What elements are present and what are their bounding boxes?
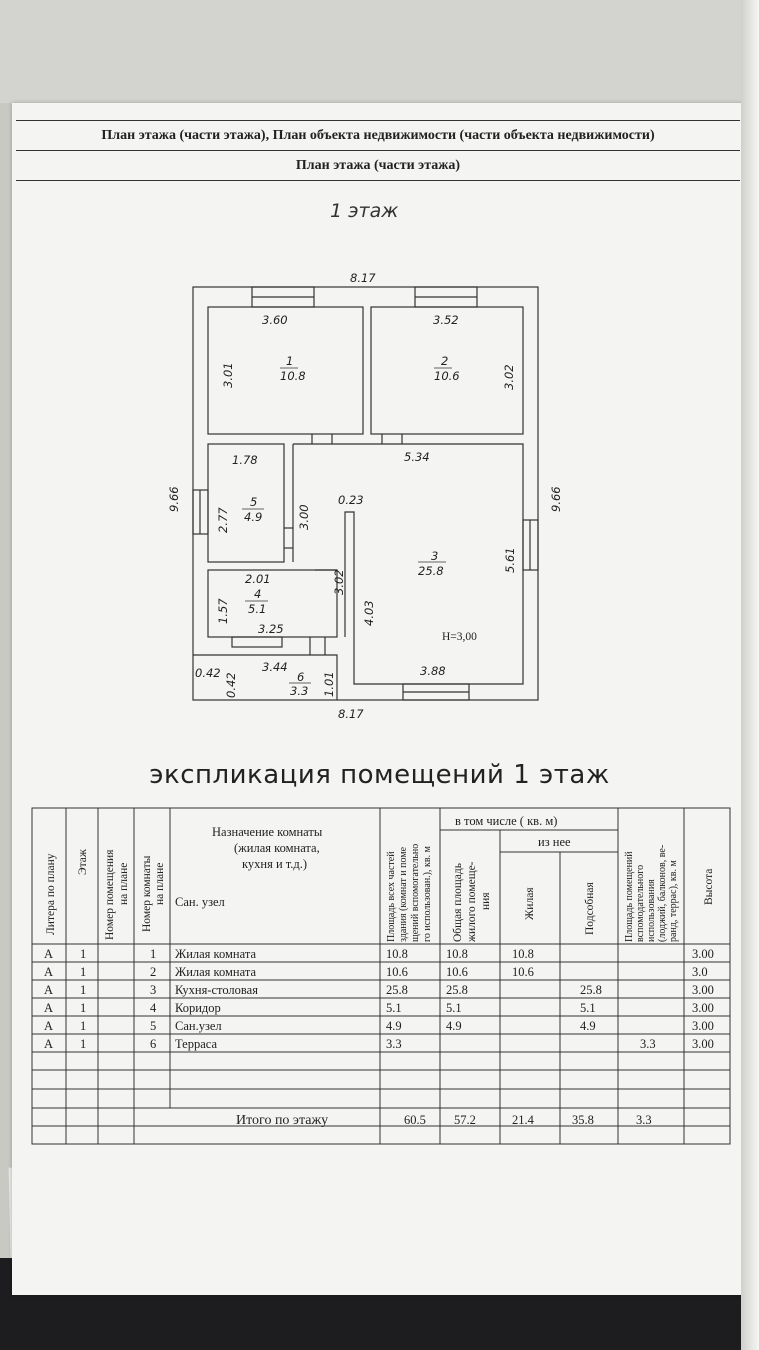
dim-r1-w: 3.60 (262, 313, 288, 327)
table-cell: 25.8 (446, 983, 468, 997)
table-cell: 10.8 (446, 947, 468, 961)
room-4-number: 4 (254, 587, 262, 601)
col-live: Жилая (524, 887, 536, 920)
table-cell: 5 (150, 1019, 157, 1033)
col-litera: Литера по плану (45, 853, 57, 935)
room-2-area: 10.6 (434, 369, 460, 383)
room-3-number: 3 (431, 549, 439, 563)
dim-r6-l1: 0.42 (195, 666, 221, 680)
room-1-number: 1 (286, 354, 294, 368)
table-cell: 1 (80, 1001, 87, 1015)
dim-r4-bw: 3.25 (258, 622, 284, 636)
col-aux-use-2: вспомодательного (635, 864, 646, 942)
table-cell: Терраса (175, 1037, 218, 1051)
dim-r4-h: 1.57 (216, 598, 230, 624)
table-cell: 3.00 (692, 1001, 714, 1015)
col-purpose-3: кухня и т.д.) (242, 857, 308, 871)
table-cell: 25.8 (386, 983, 408, 997)
col-aux: Подсобная (584, 882, 596, 935)
table-cell: 2 (150, 965, 157, 979)
col-height: Высота (703, 868, 715, 905)
col-floor: Этаж (77, 849, 89, 875)
table-cell: Сан.узел (175, 1019, 222, 1033)
table-cell: А (44, 965, 54, 979)
dim-r1-h: 3.01 (221, 362, 235, 388)
table-cell: 3.00 (692, 947, 714, 961)
table-cell: 1 (80, 1037, 87, 1051)
table-cell: 1 (80, 947, 87, 961)
dim-r6-w: 3.44 (262, 660, 288, 674)
table-cell: 3.0 (692, 965, 708, 979)
table-cell: 3.00 (692, 1019, 714, 1033)
room-3-area: 25.8 (418, 564, 444, 578)
room-2-number: 2 (441, 354, 449, 368)
dim-r6-h: 1.01 (322, 671, 336, 697)
col-aux-use-5: ранд, террас), кв. м (668, 860, 679, 942)
dim-r3-lh: 4.03 (362, 600, 376, 626)
dim-bottom-total: 8.17 (338, 707, 364, 721)
dim-cor-h1: 3.00 (297, 504, 311, 530)
dim-r3-bw: 3.88 (420, 664, 446, 678)
table-cell: 4.9 (580, 1019, 596, 1033)
table-cell: А (44, 1019, 54, 1033)
header-title: План этажа (части этажа), План объекта недвижимости (части объекта недвижимости) (101, 128, 655, 143)
table-cell: 5.1 (580, 1001, 596, 1015)
dim-r2-h: 3.02 (502, 364, 516, 390)
dim-right-total: 9.66 (549, 486, 563, 512)
room-1-area: 10.8 (280, 369, 306, 383)
col-prem-num-2: на плане (118, 862, 130, 905)
table-cell: 10.8 (512, 947, 534, 961)
room-5-number: 5 (250, 495, 258, 509)
table-cell: 5.1 (386, 1001, 402, 1015)
table-cell: 3.00 (692, 983, 714, 997)
table-cell: 4 (150, 1001, 157, 1015)
col-of-which: из нее (538, 835, 571, 849)
col-living-2: жилого помеще- (466, 861, 478, 942)
dim-r5-w: 1.78 (232, 453, 258, 467)
table-cell: 1 (80, 965, 87, 979)
table-cell: А (44, 1001, 54, 1015)
col-room-num-1: Номер комнаты (141, 855, 153, 932)
total-aux-use: 3.3 (636, 1113, 652, 1127)
table-cell: 10.8 (386, 947, 408, 961)
table-cell: 3.3 (640, 1037, 656, 1051)
header-subtitle: План этажа (части этажа) (295, 158, 461, 173)
table-cell: Жилая комната (175, 947, 256, 961)
table-cell: 10.6 (446, 965, 468, 979)
col-total-area-1: Площадь всех частей (386, 851, 397, 942)
table-cell: 6 (150, 1037, 157, 1051)
table-cell: 4.9 (386, 1019, 402, 1033)
col-total-area-2: здания (комнат и поме (398, 846, 409, 942)
col-prem-num-1: Номер помещения (104, 849, 116, 940)
col-purpose-2: (жилая комната, (234, 841, 320, 855)
table-cell: 10.6 (386, 965, 408, 979)
col-living-1: Общая площадь (452, 863, 464, 942)
table-cell: 5.1 (446, 1001, 462, 1015)
table-cell: 25.8 (580, 983, 602, 997)
col-aux-use-1: Площадь помещений (624, 851, 635, 942)
table-cell: Жилая комната (175, 965, 256, 979)
table-cell: Кухня-столовая (175, 983, 258, 997)
col-total-area-4: го использован.), кв. м (422, 846, 433, 942)
room-5-area: 4.9 (244, 510, 263, 524)
table-cell: 3.00 (692, 1037, 714, 1051)
col-living-3: ния (480, 892, 492, 910)
room-6-number: 6 (297, 670, 305, 684)
room-4-area: 5.1 (248, 602, 267, 616)
table-cell: 1 (80, 1019, 87, 1033)
floor-title: 1 этаж (330, 200, 399, 222)
col-purpose-1: Назначение комнаты (212, 825, 323, 839)
table-cell: 1 (80, 983, 87, 997)
table-cell: 3 (150, 983, 157, 997)
table-cell: 3.3 (386, 1037, 402, 1051)
room-6-area: 3.3 (290, 684, 309, 698)
table-cell: 1 (150, 947, 157, 961)
table-cell: 10.6 (512, 965, 534, 979)
table-cell: 4.9 (446, 1019, 462, 1033)
dim-cor-h2: 3.02 (332, 569, 346, 595)
total-label: Итого по этажу (236, 1113, 329, 1128)
dim-left-total: 9.66 (167, 486, 181, 512)
total-area: 60.5 (404, 1113, 426, 1127)
dim-r6-l2: 0.42 (224, 672, 238, 698)
col-incl: в том числе ( кв. м) (455, 814, 558, 828)
dim-r2-w: 3.52 (433, 313, 459, 327)
dim-r5-h: 2.77 (216, 507, 230, 533)
col-total-area-3: щений вспомогательно (410, 843, 421, 942)
dim-cor-w: 0.23 (338, 493, 364, 507)
dim-top-total: 8.17 (350, 271, 376, 285)
table-cell: Коридор (175, 1001, 221, 1015)
col-aux-use-4: (лоджий, балконов, ве- (657, 844, 668, 942)
total-live: 21.4 (512, 1113, 534, 1127)
explication-title: экспликация помещений 1 этаж (149, 760, 610, 790)
dim-r4-w: 2.01 (245, 572, 271, 586)
height-note: H=3,00 (442, 631, 477, 643)
table-cell: А (44, 983, 54, 997)
col-purpose-4: Сан. узел (175, 895, 225, 909)
table-cell: А (44, 1037, 54, 1051)
total-living: 57.2 (454, 1113, 476, 1127)
dim-r3-w: 5.34 (404, 450, 430, 464)
total-aux: 35.8 (572, 1113, 594, 1127)
dim-r3-h: 5.61 (503, 547, 517, 573)
col-aux-use-3: использования (646, 879, 657, 942)
table-cell: А (44, 947, 54, 961)
col-room-num-2: на плане (154, 862, 166, 905)
